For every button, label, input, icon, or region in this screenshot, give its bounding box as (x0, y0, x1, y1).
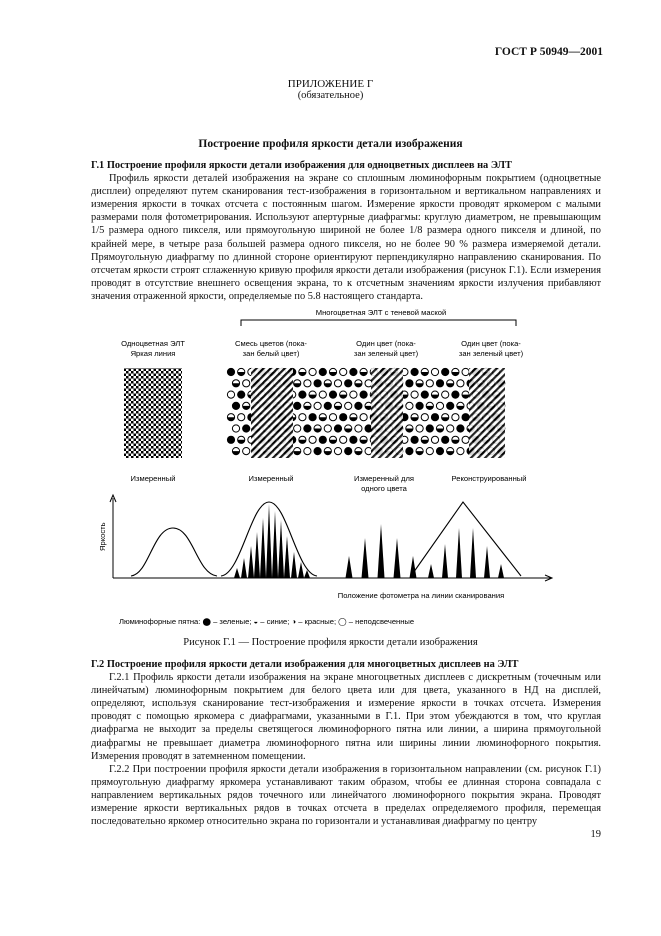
luminance-spike (428, 564, 434, 578)
phosphor-dot (243, 448, 250, 455)
green-measured-spikes (346, 524, 417, 578)
col1-label2: Яркая линия (130, 349, 176, 358)
luminance-spike (278, 520, 284, 578)
phosphor-dot (436, 448, 443, 455)
luminance-spike (484, 546, 490, 578)
luminance-spike (470, 528, 476, 578)
phosphor-dot (314, 402, 321, 409)
figure-g1 (91, 306, 601, 636)
phosphor-dot (350, 391, 357, 398)
col4-label2: зан зеленый цвет) (458, 349, 524, 358)
phosphor-dot (406, 448, 413, 455)
phosphor-dot (319, 391, 326, 398)
phosphor-dot (232, 402, 239, 409)
phosphor-dot (294, 402, 301, 409)
phosphor-dot (304, 448, 311, 455)
phosphor-dot (416, 402, 423, 409)
phosphor-dot (462, 414, 469, 421)
legend-text: Люминофорные пятна: ⬤ – зеленые; ◒ – синие; ◑ – красные; ◯ – неподсвеченные (119, 617, 415, 626)
phosphor-dot (238, 391, 245, 398)
phosphor-dot (340, 436, 347, 443)
phosphor-dot (314, 448, 321, 455)
col4-label1: Один цвет (пока- (461, 339, 521, 348)
phosphor-dot (350, 368, 357, 375)
phosphor-dot (360, 414, 367, 421)
luminance-spike (241, 558, 247, 578)
col3-bottom2: одного цвета (361, 484, 407, 493)
luminance-spike (254, 532, 260, 578)
white-line-overlay (251, 368, 293, 458)
white-profile-spikes (234, 504, 310, 578)
col3-label1: Один цвет (пока- (356, 339, 416, 348)
mono-crt-pattern (124, 368, 182, 458)
green-line-overlay-measured (371, 368, 403, 458)
phosphor-dot (447, 425, 454, 432)
g2-heading: Г.2 Построение профиля яркости детали изображения для многоцветных дисплеев на ЭЛТ (91, 659, 519, 670)
section-title: Построение профиля яркости детали изображения (198, 138, 463, 150)
phosphor-dot (447, 402, 454, 409)
phosphor-dot (334, 448, 341, 455)
phosphor-dot (452, 391, 459, 398)
luminance-spike (394, 538, 401, 578)
phosphor-dot (426, 448, 433, 455)
phosphor-dot (232, 425, 239, 432)
luminance-spike (442, 544, 448, 578)
phosphor-dot (340, 368, 347, 375)
g1-section (91, 159, 601, 303)
phosphor-dot (299, 391, 306, 398)
col2-label2: зан белый цвет) (242, 349, 300, 358)
phosphor-dot (238, 414, 245, 421)
phosphor-dot (319, 436, 326, 443)
phosphor-dot (442, 391, 449, 398)
phosphor-dot (457, 380, 464, 387)
g2-paragraph-1: Г.2.1 Профиль яркости детали изображения на экране многоцветных дисплеев с дискретным (точечным или линейчатым) люминофорным покрытием для белого цвета или для цвета, указанного в НД на дисплей, определяют, используя сканирование тест-изображения и измерение яркости в точках отсчета. Измерения проводят с помощью яркомера с диафрагмами, указанными в Г.1. При этом убеждаются в том, что круглая диафрагма не выходит за пределы светящегося люминофорного пятна или линии, а ширина прямоугольной диафрагмы не превышает диаметра люминофорного пятна или ширины линии люминофорного покрытия. Измерения проводят в затемненном помещении. (91, 672, 601, 762)
phosphor-dot (304, 380, 311, 387)
phosphor-dot (431, 368, 438, 375)
phosphor-dot (329, 414, 336, 421)
phosphor-dot (426, 380, 433, 387)
reconstructed-profile-curve (411, 502, 521, 576)
luminance-spike (260, 518, 266, 578)
g1-paragraph: Профиль яркости деталей изображения на экране со сплошным люминофорным покрытием (одноцветные дисплеи) определяют путем сканирования тест-изображения в горизонтальном и вертикальном направлениях и измерения яркости в точках отсчета с постоянным шагом. Измерение яркости проводят яркомером с малыми размерами поля фотометрирования. Используют апертурные диафрагмы: круглую диаметром, не превышающим 1/5 размера одного пикселя, или прямоугольную шириной не более 1/8 размера одного пикселя и длиной, по крайней мере, в четыре раза большей размера одного пикселя, но не более 90 % размера измеряемой детали. Прямоугольную диафрагму по длинной стороне ориентируют перпендикулярно направлению сканирования. По отсчетам яркости строят сглаженную кривую профиля яркости детали изображения (рисунок Г.1). Если измерения проводят в отсутствие внешнего освещения экрана, то к отсчетным значениям яркости излучения прибавляют значения отраженной яркости, определяемые по 5.8 настоящего стандарта. (91, 173, 601, 302)
phosphor-dot (334, 425, 341, 432)
top-bracket (241, 320, 516, 326)
luminance-spike (266, 504, 272, 578)
phosphor-dot (452, 414, 459, 421)
luminance-spike (346, 556, 353, 578)
col2-label1: Смесь цветов (пока- (235, 339, 307, 348)
phosphor-dot (436, 402, 443, 409)
phosphor-dot (314, 380, 321, 387)
g2-paragraph-2: Г.2.2 При построении профиля яркости детали изображения в горизонтальном направлении (см. рисунок Г.1) прямоугольную диафрагму яркомера устанавливают таким образом, чтобы ее длинная сторона совпадала с направлением вертикальных рядов точечного или линейчатого люминофорного покрытия экрана. Проводят измерение яркости вертикальных рядов в точках отсчета в пределах определяемого профиля, перемещая последовательно яркомер относительно экрана по горизонтали и устанавливая диафрагму по центру (91, 763, 601, 828)
page-number: 19 (590, 829, 601, 840)
phosphor-dot (334, 380, 341, 387)
phosphor-dot (442, 436, 449, 443)
col1-bottom: Измеренный (130, 474, 176, 483)
luminance-spike (498, 564, 504, 578)
phosphor-dot (355, 402, 362, 409)
phosphor-dot (227, 436, 234, 443)
luminance-spike (272, 511, 278, 578)
col1-label1: Одноцветная ЭЛТ (121, 339, 185, 348)
appendix-title: ПРИЛОЖЕНИЕ Г (287, 78, 374, 90)
phosphor-dot (309, 436, 316, 443)
luminance-spike (291, 552, 297, 578)
phosphor-dot (426, 425, 433, 432)
col3-label2: зан зеленый цвет) (353, 349, 419, 358)
luminance-spike (284, 536, 290, 578)
phosphor-dot (319, 368, 326, 375)
luminance-spike (456, 528, 462, 578)
phosphor-dot (243, 380, 250, 387)
phosphor-dot (350, 436, 357, 443)
phosphor-dot (457, 425, 464, 432)
phosphor-dot (411, 391, 418, 398)
phosphor-dot (411, 436, 418, 443)
appendix-subtitle: (обязательное) (297, 90, 364, 101)
phosphor-dot (462, 368, 469, 375)
phosphor-dot (436, 380, 443, 387)
phosphor-dot (416, 425, 423, 432)
col4-bottom: Реконструированный (451, 474, 527, 483)
phosphor-dot (345, 448, 352, 455)
col3-bottom1: Измеренный для (353, 474, 415, 483)
phosphor-dot (227, 368, 234, 375)
phosphor-dot (324, 402, 331, 409)
phosphor-dot (294, 425, 301, 432)
phosphor-dot (309, 368, 316, 375)
phosphor-dot (304, 425, 311, 432)
figure-caption: Рисунок Г.1 — Построение профиля яркости детали изображения (183, 637, 478, 648)
phosphor-dot (329, 391, 336, 398)
phosphor-dot (309, 414, 316, 421)
phosphor-dot (431, 414, 438, 421)
luminance-spike (248, 546, 254, 578)
phosphor-dot (345, 402, 352, 409)
phosphor-dot (355, 425, 362, 432)
phosphor-dot (345, 380, 352, 387)
phosphor-dot (406, 402, 413, 409)
luminance-spike (298, 562, 304, 578)
g1-heading: Г.1 Построение профиля яркости детали изображения для одноцветных дисплеев на ЭЛТ (91, 160, 512, 171)
top-bracket-label: Многоцветная ЭЛТ с теневой маской (315, 308, 447, 317)
phosphor-dot (340, 414, 347, 421)
phosphor-dot (431, 436, 438, 443)
green-line-overlay-reconstructed (469, 368, 505, 458)
phosphor-dot (243, 425, 250, 432)
mono-profile-curve (131, 528, 217, 576)
g2-section (91, 658, 601, 828)
luminance-spike (410, 556, 417, 578)
luminance-spike (362, 538, 369, 578)
phosphor-dot (411, 368, 418, 375)
phosphor-dot (406, 380, 413, 387)
y-axis-label: Яркость (98, 522, 107, 551)
standard-header: ГОСТ Р 50949—2001 (494, 46, 603, 58)
figure-svg (91, 306, 601, 636)
phosphor-dot (457, 448, 464, 455)
luminance-spike (234, 568, 240, 578)
phosphor-dot (227, 391, 234, 398)
phosphor-dot (421, 391, 428, 398)
phosphor-dot (442, 368, 449, 375)
phosphor-dot (299, 414, 306, 421)
luminance-spike (378, 524, 385, 578)
phosphor-dot (462, 436, 469, 443)
phosphor-dot (360, 391, 367, 398)
col2-bottom: Измеренный (248, 474, 294, 483)
phosphor-dot (324, 425, 331, 432)
x-axis-label: Положение фотометра на линии сканирования (337, 591, 505, 600)
phosphor-dot (421, 414, 428, 421)
